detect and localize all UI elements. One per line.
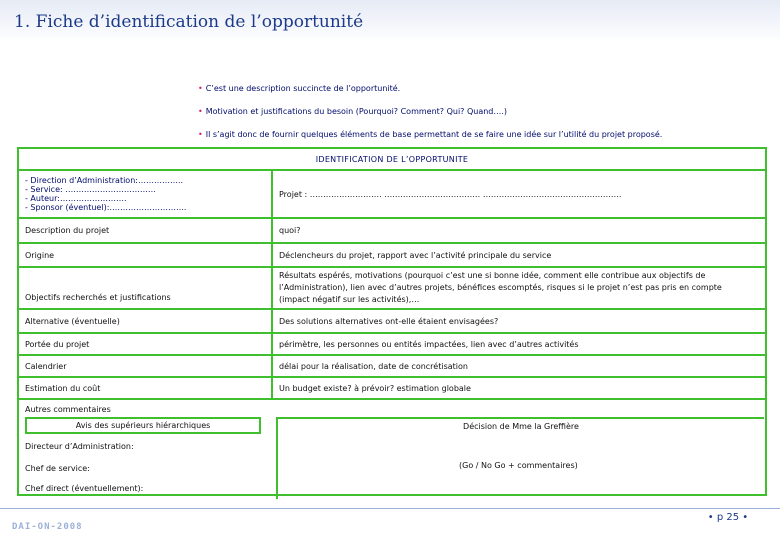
autres-commentaires-label: Autres commentaires [25, 405, 111, 414]
directeur-label: Directeur d’Administration: [25, 442, 134, 451]
row-label: Estimation du coût [25, 383, 101, 393]
admin-row [19, 169, 765, 217]
footer-divider [0, 508, 780, 509]
projet-cell [271, 171, 765, 217]
bullet-icon: • [198, 107, 203, 116]
row-label: Calendrier [25, 361, 67, 371]
decision-box [276, 417, 764, 499]
intro-bullets [198, 83, 768, 152]
comments-section [19, 398, 765, 496]
row-value: Des solutions alternatives ont-elle étaient envisagées? [271, 310, 765, 332]
identification-form [17, 147, 767, 496]
bullet-item [198, 106, 768, 129]
form-section-title: IDENTIFICATION DE L’OPPORTUNITE [315, 154, 469, 164]
footer-logo: DAI-ON-2008 [12, 522, 83, 532]
row-value: quoi? [271, 219, 765, 242]
row-label: Portée du projet [25, 339, 90, 349]
bullet-icon: • [198, 130, 203, 139]
page-number: • p 25 • [707, 512, 749, 523]
admin-field-direction: - Direction d’Administration:…………….. [25, 176, 184, 185]
admin-fields-cell [19, 171, 271, 217]
row-label: Origine [25, 250, 55, 260]
row-label: Description du projet [25, 226, 110, 235]
row-label: Objectifs recherchés et justifications [25, 293, 171, 302]
table-row [19, 376, 765, 398]
chef-direct-label: Chef direct (éventuellement): [25, 484, 144, 493]
table-row [19, 354, 765, 376]
table-row [19, 217, 765, 242]
bullet-text: C’est une description succincte de l’opportunité. [205, 84, 401, 93]
table-row [19, 266, 765, 308]
chef-service-label: Chef de service: [25, 464, 90, 473]
row-value: périmètre, les personnes ou entités impactées, lien avec d’autres activités [271, 334, 765, 354]
table-row [19, 308, 765, 332]
table-row [19, 242, 765, 266]
bullet-item [198, 83, 768, 106]
row-value: Déclencheurs du projet, rapport avec l’activité principale du service [271, 244, 765, 266]
bullet-text: Il s’agit donc de fournir quelques éléments de base permettant de se faire une idée sur l’utilité du projet proposé. [205, 130, 663, 139]
page-title: 1. Fiche d’identification de l’opportunité [14, 12, 364, 32]
row-value: Un budget existe? à prévoir? estimation globale [271, 378, 765, 398]
admin-field-service: - Service: ……………………………. [25, 185, 156, 194]
admin-field-auteur: - Auteur:……………………. [25, 194, 127, 203]
table-row [19, 332, 765, 354]
go-nogo-label: (Go / No Go + commentaires) [459, 461, 578, 470]
row-label: Alternative (éventuelle) [25, 316, 120, 326]
admin-field-sponsor: - Sponsor (éventuel):……………………….. [25, 203, 187, 212]
row-value: Résultats espérés, motivations (pourquoi c’est une si bonne idée, comment elle contribue aux objectifs de l’Administration), lien avec d’autres projets, bénéfices escomptés, risques si le projet n’est pas pris en compte (impact négatif sur les activités),… [271, 268, 765, 308]
decision-label: Décision de Mme la Greffière [463, 422, 579, 431]
bullet-icon: • [198, 84, 203, 93]
row-value: délai pour la réalisation, date de concrétisation [271, 356, 765, 376]
bullet-text: Motivation et justifications du besoin (Pourquoi? Comment? Qui? Quand….) [205, 107, 508, 116]
projet-line: Projet : ……………………… ……………………………… ……………………………………………. [279, 189, 622, 199]
avis-superieurs-box: Avis des supérieurs hiérarchiques [25, 417, 261, 434]
